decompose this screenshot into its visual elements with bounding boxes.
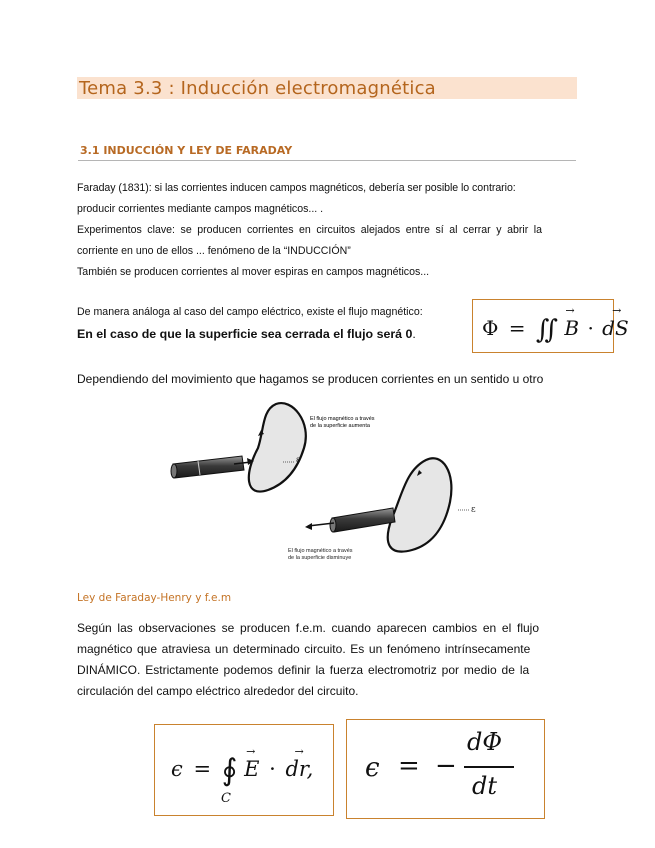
intro-line-5: También se producen corrientes al mover espiras en campos magnéticos... [77, 266, 430, 278]
contour-integral-symbol: ∮ [221, 753, 238, 788]
epsilon-bottom: ε [471, 505, 476, 515]
faraday-law-box [346, 719, 545, 819]
flux-equals: = [508, 316, 526, 340]
faraday-line-2: magnético que atraviesa un determinado circuito. Es un fenómeno intrínsecamente [77, 642, 531, 656]
intro-line-3: Experimentos clave: se producen corrientes en circuitos alejados entre sí al cerrar y abrir la [77, 224, 543, 236]
faraday-line-1: Según las observaciones se producen f.e.m. cuando aparecen cambios en el flujo [77, 621, 540, 635]
vector-dS: → dS [602, 304, 629, 340]
flux-line: De manera análoga al caso del campo eléctrico, existe el flujo magnético: [77, 306, 423, 318]
faraday-line-4: circulación del campo eléctrico alrededor del circuito. [77, 684, 359, 698]
epsilon-top: ε [296, 455, 301, 464]
subsection-heading: Ley de Faraday-Henry y f.e.m [77, 592, 232, 604]
emf-equals: = [193, 757, 212, 781]
vector-dr: → dr, [285, 745, 314, 781]
page-title: Tema 3.3 : Inducción electromagnética [79, 78, 436, 99]
flux-symbol: Φ [482, 316, 499, 340]
caption-bottom-1: El flujo magnético a través [288, 548, 353, 554]
intro-line-1: Faraday (1831): si las corrientes inducen campos magnéticos, debería ser posible lo contrario: [77, 182, 516, 194]
faraday-numerator: dΦ [467, 728, 503, 756]
faraday-line-3: DINÁMICO. Estrictamente podemos definir la fuerza electromotriz por medio de la [77, 663, 530, 677]
contour-subscript-c: C [221, 791, 231, 806]
closed-surface-period: . [412, 327, 416, 341]
induction-figure [160, 390, 505, 580]
intro-line-2: producir corrientes mediante campos magnéticos... . [77, 203, 324, 215]
movement-line: Dependiendo del movimiento que hagamos se producen corrientes en un sentido u otro [77, 372, 544, 386]
double-integral-symbol: ∬ [535, 315, 559, 345]
section-divider [78, 160, 576, 161]
fraction-bar [464, 766, 514, 768]
flux-equation [482, 304, 629, 345]
closed-surface-bold: En el caso de que la superficie sea cerrada el flujo será 0 [77, 327, 413, 341]
intro-line-4: corriente en uno de ellos ... fenómeno de la “INDUCCIÓN” [77, 245, 351, 257]
section-heading: 3.1 INDUCCIÓN Y LEY DE FARADAY [80, 144, 293, 157]
top-magnet [171, 456, 244, 478]
emf-equation-box [154, 724, 334, 816]
faraday-equals: = [398, 751, 420, 781]
faraday-denominator: dt [472, 772, 498, 800]
caption-bottom-2: de la superficie disminuye [288, 555, 352, 561]
caption-top-2: de la superficie aumenta [310, 423, 370, 429]
flux-equation-box [472, 299, 629, 353]
faraday-minus: − [435, 751, 457, 781]
emf-equation [171, 745, 314, 788]
dot-operator: · [587, 316, 594, 340]
top-loop [249, 403, 306, 491]
emf-dot: · [269, 757, 276, 781]
bottom-magnet [330, 508, 395, 532]
emf-epsilon: ϵ [171, 757, 183, 781]
closed-surface-line [77, 325, 416, 343]
caption-top-1: El flujo magnético a través [310, 416, 375, 422]
vector-E: → E [244, 745, 260, 781]
vector-B: → B [564, 304, 580, 340]
faraday-epsilon: ϵ [365, 753, 380, 783]
